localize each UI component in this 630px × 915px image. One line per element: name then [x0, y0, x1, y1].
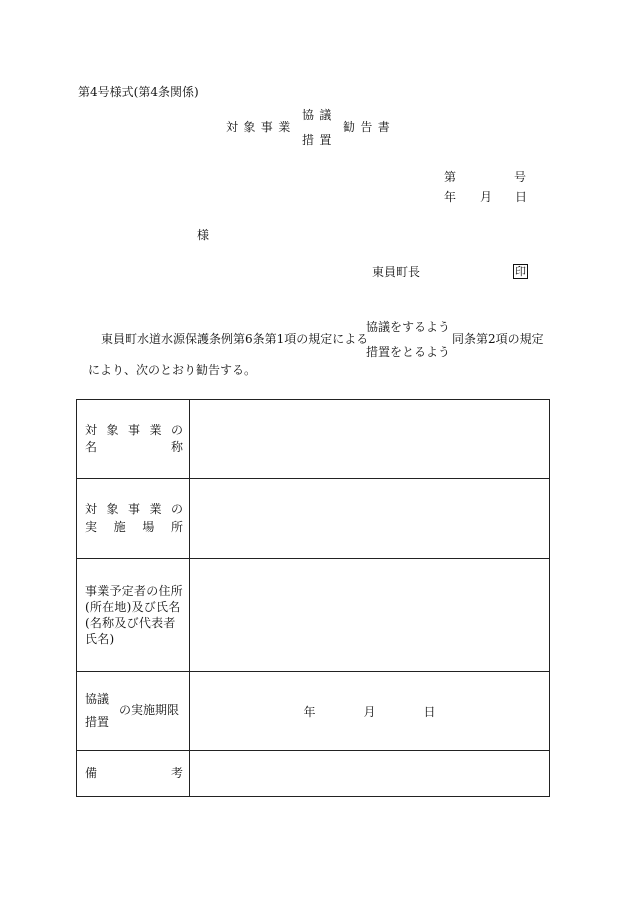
table-row-remarks	[77, 751, 550, 797]
date-month-label: 月	[480, 190, 493, 204]
label-project-location: 対 象 事 業 の 実 施 場 所	[77, 479, 190, 559]
body-lead: 東員町水道水源保護条例第6条第1項の規定による	[101, 332, 369, 346]
value-deadline[interactable]	[190, 672, 550, 751]
table-row-deadline	[77, 672, 550, 751]
deadline-date	[190, 703, 549, 720]
form-number: 第4号様式(第4条関係)	[78, 85, 199, 99]
title-suffix: 勧告書	[343, 120, 396, 134]
doc-number-go: 号	[514, 170, 527, 184]
value-remarks[interactable]	[190, 751, 550, 797]
recommendation-table	[76, 399, 550, 797]
body-tail: 同条第2項の規定	[452, 332, 544, 346]
addressee-suffix: 様	[197, 228, 210, 242]
value-operator[interactable]	[190, 559, 550, 672]
table-row-project-name	[77, 400, 550, 479]
body-line2: により、次のとおり勧告する。	[88, 363, 257, 377]
value-project-name[interactable]	[190, 400, 550, 479]
label-deadline	[77, 672, 190, 751]
doc-number-dai: 第	[444, 170, 457, 184]
table-row-project-location	[77, 479, 550, 559]
deadline-day: 日	[423, 704, 436, 719]
label-project-name: 対 象 事 業 の 名 称	[77, 400, 190, 479]
seal-text: 印	[515, 265, 526, 278]
deadline-option-sochi: 措置	[85, 714, 110, 729]
seal-mark	[513, 264, 528, 279]
label-remarks: 備 考	[77, 751, 190, 797]
issuer-name: 東員町長	[372, 265, 421, 279]
body-option-sochi: 措置をとるよう	[366, 345, 451, 359]
value-project-location[interactable]	[190, 479, 550, 559]
date-year-label: 年	[444, 190, 457, 204]
body-option-kyogi: 協議をするよう	[366, 320, 451, 334]
table-row-operator	[77, 559, 550, 672]
title-prefix: 対象事業	[226, 120, 296, 134]
title-option-kyogi: 協議	[302, 108, 337, 122]
date-day-label: 日	[515, 190, 528, 204]
label-operator: 事業予定者の住所 (所在地)及び氏名 (名称及び代表者 氏名)	[77, 559, 190, 672]
title-option-sochi: 措置	[302, 133, 337, 147]
deadline-option-kyogi: 協議	[85, 692, 110, 706]
deadline-month: 月	[363, 704, 376, 719]
deadline-year: 年	[303, 704, 316, 719]
deadline-label: の実施期限	[119, 703, 180, 718]
